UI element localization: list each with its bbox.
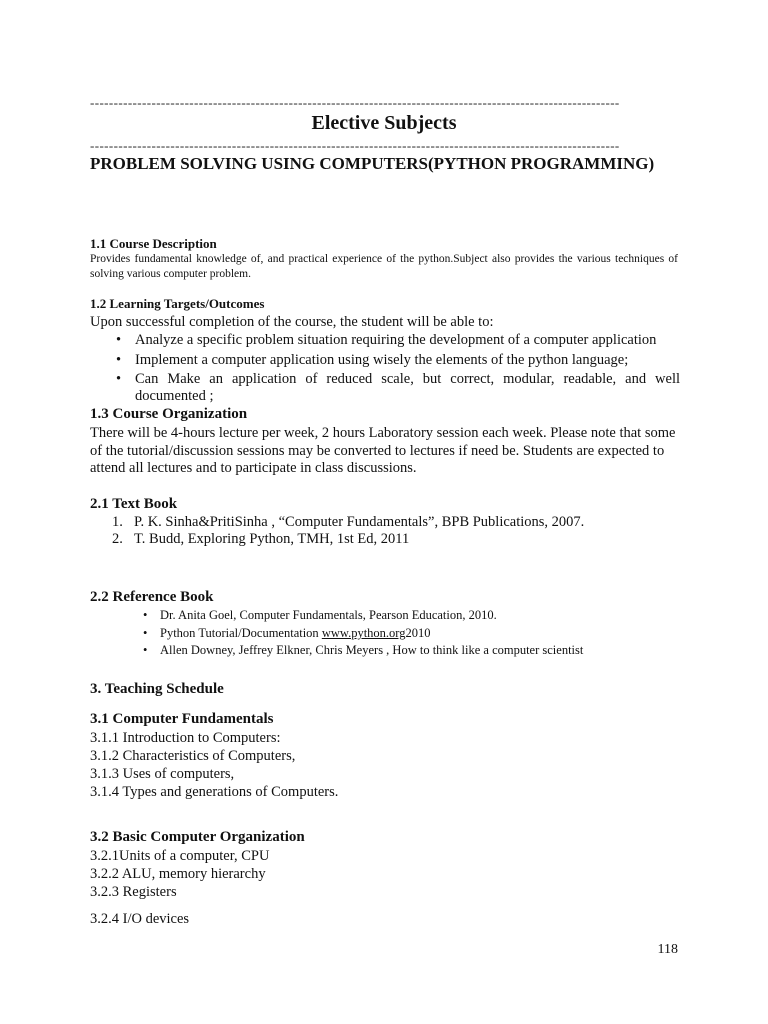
schedule-line: 3.2.1Units of a computer, CPU [90, 848, 270, 864]
section-1-2-heading: 1.2 Learning Targets/Outcomes [90, 296, 265, 311]
bullet-icon: • [143, 643, 148, 657]
schedule-line: 3.1.2 Characteristics of Computers, [90, 748, 296, 764]
page-number: 118 [657, 942, 678, 957]
title-divider: ---------------------------------------------------------------------------------------------------------------- [90, 139, 620, 152]
python-org-link[interactable]: www.python.org [321, 626, 406, 640]
bullet-icon: • [116, 371, 122, 387]
textbook-item: 1. P. K. Sinha&PritiSinha , “Computer Fundamentals”, BPB Publications, 2007. [112, 514, 585, 530]
page-title: Elective Subjects [311, 112, 457, 134]
course-title: PROBLEM SOLVING USING COMPUTERS(PYTHON PROGRAMMING) [90, 154, 655, 173]
section-2-1-heading: 2.1 Text Book [90, 496, 178, 512]
reference-item: • Python Tutorial/Documentation www.python.org2010 [143, 626, 431, 640]
outcome-item: • Implement a computer application using wisely the elements of the python language; [116, 352, 629, 368]
schedule-line: 3.1.3 Uses of computers, [90, 766, 235, 782]
schedule-line: 3.2.4 I/O devices [90, 911, 190, 927]
section-1-1-heading: 1.1 Course Description [90, 236, 217, 251]
section-3-heading: 3. Teaching Schedule [90, 681, 224, 697]
course-organization-text: There will be 4-hours lecture per week, 2 hours Laboratory session each week. Please note that some of the tutorial/discussion sessions may be converted to lectures if need be. Students are expected to attend all lectures and to participate in class discussions. [90, 425, 676, 476]
schedule-line: 3.1.4 Types and generations of Computers. [90, 784, 339, 800]
bullet-icon: • [143, 626, 148, 640]
outcome-item: • Analyze a specific problem situation requiring the development of a computer application [116, 332, 657, 348]
bullet-icon: • [143, 608, 148, 622]
textbook-item: 2. T. Budd, Exploring Python, TMH, 1st Ed, 2011 [112, 531, 410, 547]
learning-intro: Upon successful completion of the course, the student will be able to: [90, 314, 494, 330]
reference-item: • Allen Downey, Jeffrey Elkner, Chris Meyers , How to think like a computer scientist [143, 643, 584, 657]
section-3-1-heading: 3.1 Computer Fundamentals [90, 711, 274, 727]
schedule-line: 3.1.1 Introduction to Computers: [90, 730, 281, 746]
course-description-text: Provides fundamental knowledge of, and practical experience of the python.Subject also provides the various techniques of solving various computer problem. [90, 253, 678, 280]
reference-item: • Dr. Anita Goel, Computer Fundamentals, Pearson Education, 2010. [143, 608, 497, 622]
section-2-2-heading: 2.2 Reference Book [90, 589, 214, 605]
top-divider: ---------------------------------------------------------------------------------------------------------------- [90, 96, 620, 109]
outcome-item: • Can Make an application of reduced scale, but correct, modular, readable, and well [116, 371, 680, 387]
schedule-line: 3.2.3 Registers [90, 884, 177, 900]
section-3-2-heading: 3.2 Basic Computer Organization [90, 829, 305, 845]
bullet-icon: • [116, 332, 122, 348]
outcome-item-continuation: documented ; [135, 388, 214, 404]
schedule-line: 3.2.2 ALU, memory hierarchy [90, 866, 266, 882]
section-1-3-heading: 1.3 Course Organization [90, 406, 248, 422]
bullet-icon: • [116, 352, 122, 368]
